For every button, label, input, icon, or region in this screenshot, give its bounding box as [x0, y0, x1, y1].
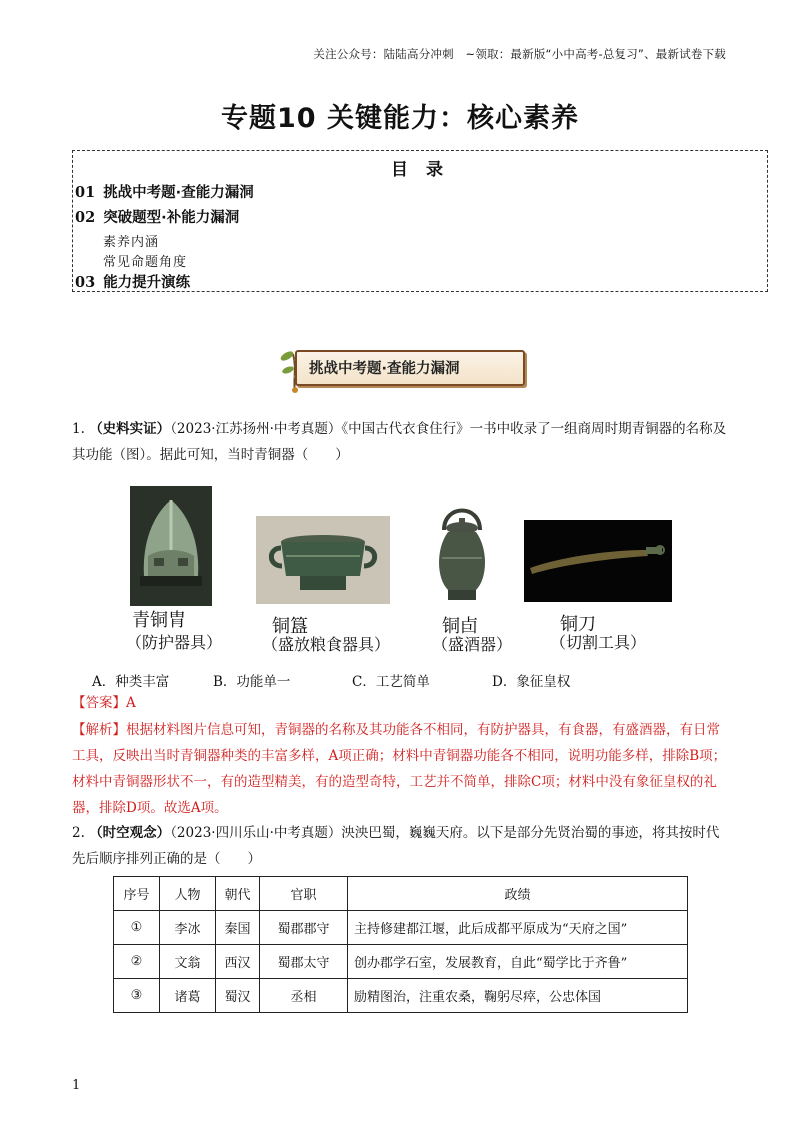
toc-item-label: 挑战中考题·查能力漏洞 — [103, 185, 254, 201]
table-cell: 主持修建都江堰，此后成都平原成为“天府之国” — [348, 911, 688, 945]
toc-item-label: 能力提升演练 — [103, 275, 191, 291]
image-caption-function: （防护器具） — [126, 633, 223, 652]
governors-table — [113, 876, 688, 1013]
question-1 — [72, 416, 732, 468]
toc-sub-item-1[interactable]: 素养内涵 — [103, 235, 160, 250]
toc-item-3[interactable] — [75, 271, 190, 292]
analysis-text: 根据材料图片信息可知，青铜器的名称及其功能各不相同，有防护器具，有食器，有盛酒器，有日常工具，反映出当时青铜器种类的丰富多样，A项正确；材料中青铜器功能各不相同，说明功能多样，排除B项；材料中青铜器形状不一，有的造型精美，有的造型奇特，工艺并不简单，排除C项；材料中没有象征皇权的礼器，排除D项。故选A项。 — [72, 722, 727, 816]
toc-item-label: 突破题型·补能力漏洞 — [103, 210, 240, 226]
question-tag: （时空观念） — [89, 825, 171, 841]
table-header-row — [114, 877, 688, 911]
column-header: 序号 — [114, 877, 160, 911]
image-caption-function: （盛放粮食器具） — [262, 635, 391, 654]
toc-item-2[interactable] — [75, 206, 239, 227]
bronze-you-pot-image — [430, 498, 494, 604]
bronze-knife-image — [524, 520, 672, 602]
table-cell: 蜀郡太守 — [260, 945, 348, 979]
table-cell: 创办郡学石室，发展教育，自此“蜀学比于齐鲁” — [348, 945, 688, 979]
image-caption-function: （盛酒器） — [432, 635, 513, 654]
option-b[interactable]: B．功能单一 — [213, 674, 291, 690]
table-cell: 诸葛 — [160, 979, 216, 1013]
answer-value: A — [126, 695, 136, 711]
table-cell: ③ — [114, 979, 160, 1013]
question-text: （2023·四川乐山·中考真题）泱泱巴蜀，巍巍天府。以下是部分先贤治蜀的事迹，将其按时代先后顺序排列正确的是（ ） — [72, 825, 720, 867]
section-banner — [275, 346, 525, 390]
image-caption-name: 青铜胄 — [132, 610, 186, 631]
bronze-gui-vessel-image — [256, 516, 390, 604]
question-2 — [72, 820, 732, 872]
table-of-contents — [72, 150, 768, 292]
table-cell: 蜀汉 — [216, 979, 260, 1013]
bronze-helmet-image — [130, 486, 212, 606]
toc-item-1[interactable] — [75, 181, 254, 202]
image-caption-name: 铜刀 — [560, 614, 596, 635]
table-cell: 文翁 — [160, 945, 216, 979]
question-text: （2023·江苏扬州·中考真题）《中国古代衣食住行》一书中收录了一组商周时期青铜器的名称及其功能（图）。据此可知，当时青铜器（ ） — [72, 421, 727, 463]
analysis-label: 【解析】 — [72, 722, 126, 738]
option-c[interactable]: C．工艺简单 — [352, 674, 430, 690]
question-number: 1. — [72, 421, 85, 437]
table-row — [114, 911, 688, 945]
question-tag: （史料实证） — [89, 421, 171, 437]
table-cell: 西汉 — [216, 945, 260, 979]
table-cell: 丞相 — [260, 979, 348, 1013]
image-caption-name: 铜簋 — [272, 616, 308, 637]
option-a[interactable]: A．种类丰富 — [92, 674, 170, 690]
answer-line — [72, 690, 732, 716]
table-cell: 李冰 — [160, 911, 216, 945]
toc-sub-item-2[interactable]: 常见命题角度 — [103, 255, 188, 270]
toc-item-number: 02 — [75, 209, 96, 226]
column-header: 朝代 — [216, 877, 260, 911]
page-number: 1 — [72, 1078, 81, 1093]
table-cell: 励精图治，注重农桑，鞠躬尽瘁，公忠体国 — [348, 979, 688, 1013]
table-row — [114, 979, 688, 1013]
table-cell: 秦国 — [216, 911, 260, 945]
question-number: 2. — [72, 825, 85, 841]
column-header: 官职 — [260, 877, 348, 911]
answer-label: 【答案】 — [72, 695, 126, 711]
analysis-block — [72, 717, 732, 821]
table-row — [114, 945, 688, 979]
banner-label: 挑战中考题·查能力漏洞 — [309, 361, 460, 377]
toc-heading: 目 录 — [391, 160, 449, 180]
header-note: 关注公众号：陆陆高分冲刺 ~领取：最新版“小中高考-总复习”、最新试卷下载 — [313, 47, 726, 61]
image-caption-function: （切割工具） — [550, 633, 647, 652]
table-cell: ① — [114, 911, 160, 945]
column-header: 人物 — [160, 877, 216, 911]
table-cell: ② — [114, 945, 160, 979]
page-title: 专题10 关键能力：核心素养 — [221, 103, 579, 134]
toc-item-number: 03 — [75, 274, 96, 291]
column-header: 政绩 — [348, 877, 688, 911]
toc-item-number: 01 — [75, 184, 96, 201]
table-cell: 蜀郡郡守 — [260, 911, 348, 945]
option-d[interactable]: D．象征皇权 — [492, 674, 571, 690]
image-caption-name: 铜卣 — [442, 616, 478, 637]
